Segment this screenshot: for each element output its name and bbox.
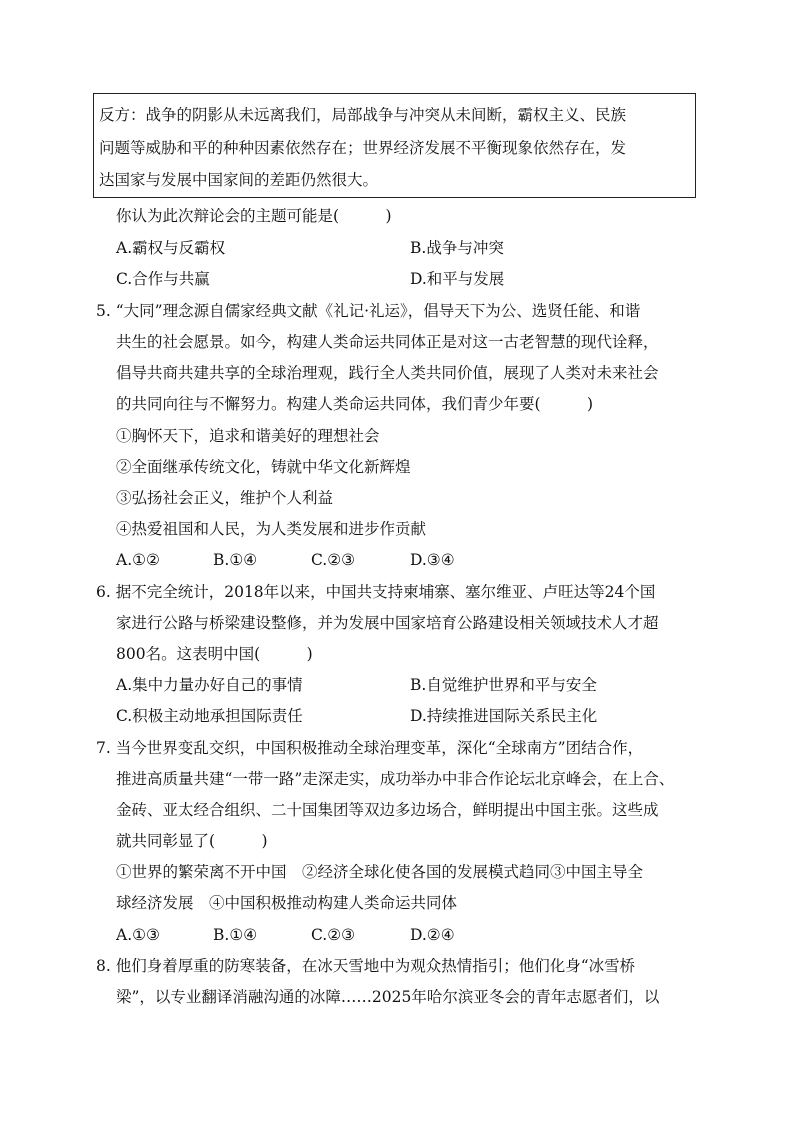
q7-option-b: B.①④ <box>213 926 258 944</box>
q7-option-d: D.②④ <box>410 926 455 944</box>
q6-stem-line: 800名。这表明中国( ) <box>116 645 313 663</box>
q6-stem-line: 家进行公路与桥梁建设整修，并为发展中国家培育公路建设相关领域技术人才超 <box>116 614 659 632</box>
q8-stem-line: 梁”，以专业翻译消融沟通的冰障……2025年哈尔滨亚冬会的青年志愿者们，以 <box>116 988 660 1006</box>
q5-option-b: B.①④ <box>213 551 258 569</box>
q4-stem: 你认为此次辩论会的主题可能是( ) <box>116 207 392 225</box>
q6-option-d: D.持续推进国际关系民主化 <box>410 707 598 725</box>
q5-option-a: A.①② <box>116 551 160 569</box>
q7-option-c: C.②③ <box>311 926 356 944</box>
q5-item: ③弘扬社会正义，维护个人利益 <box>116 489 334 507</box>
q5-option-d: D.③④ <box>410 551 455 569</box>
q4-option-d: D.和平与发展 <box>410 270 505 288</box>
q5-option-c: C.②③ <box>311 551 356 569</box>
passage-line: 达国家与发展中国家间的差距仍然很大。 <box>99 171 379 189</box>
q7-stem-line: 金砖、亚太经合组织、二十国集团等双边多边场合，鲜明提出中国主张。这些成 <box>116 801 659 819</box>
q4-option-b: B.战争与冲突 <box>410 239 504 257</box>
q6-stem-line: 6. 据不完全统计，2018年以来，中国共支持柬埔寨、塞尔维亚、卢旺达等24个国 <box>96 583 656 601</box>
q6-option-a: A.集中力量办好自己的事情 <box>116 676 303 694</box>
passage-line: 反方：战争的阴影从未远离我们，局部战争与冲突从未间断，霸权主义、民族 <box>99 106 627 124</box>
q4-option-c: C.合作与共赢 <box>116 270 210 288</box>
q6-option-c: C.积极主动地承担国际责任 <box>116 707 303 725</box>
q7-item-line: ①世界的繁荣离不开中国 ②经济全球化使各国的发展模式趋同③中国主导全 <box>116 863 644 881</box>
q5-stem-line: 5. “大同”理念源自儒家经典文献《礼记·礼运》，倡导天下为公、选贤任能、和谐 <box>96 302 641 320</box>
q5-item: ①胸怀天下，追求和谐美好的理想社会 <box>116 427 380 445</box>
q8-stem-line: 8. 他们身着厚重的防寒装备，在冰天雪地中为观众热情指引；他们化身“冰雪桥 <box>96 957 636 975</box>
q5-item: ④热爱祖国和人民，为人类发展和进步作贡献 <box>116 520 427 538</box>
q6-option-b: B.自觉维护世界和平与安全 <box>410 676 597 694</box>
q5-stem-line: 共生的社会愿景。如今，构建人类命运共同体正是对这一古老智慧的现代诠释， <box>116 333 659 351</box>
q5-stem-line: 的共同向往与不懈努力。构建人类命运共同体，我们青少年要( ) <box>116 395 594 413</box>
q7-stem-line: 就共同彰显了( ) <box>116 832 268 850</box>
q7-stem-line: 推进高质量共建“一带一路”走深走实，成功举办中非合作论坛北京峰会，在上合、 <box>116 770 675 788</box>
q7-item-line: 球经济发展 ④中国积极推动构建人类命运共同体 <box>116 894 458 912</box>
q5-item: ②全面继承传统文化，铸就中华文化新辉煌 <box>116 458 411 476</box>
passage-line: 问题等威胁和平的种种因素依然存在；世界经济发展不平衡现象依然存在，发 <box>99 139 627 157</box>
q5-stem-line: 倡导共商共建共享的全球治理观，践行全人类共同价值，展现了人类对未来社会 <box>116 364 659 382</box>
q4-option-a: A.霸权与反霸权 <box>116 239 226 257</box>
q7-option-a: A.①③ <box>116 926 160 944</box>
q7-stem-line: 7. 当今世界变乱交织，中国积极推动全球治理变革，深化“全球南方”团结合作， <box>96 739 644 757</box>
